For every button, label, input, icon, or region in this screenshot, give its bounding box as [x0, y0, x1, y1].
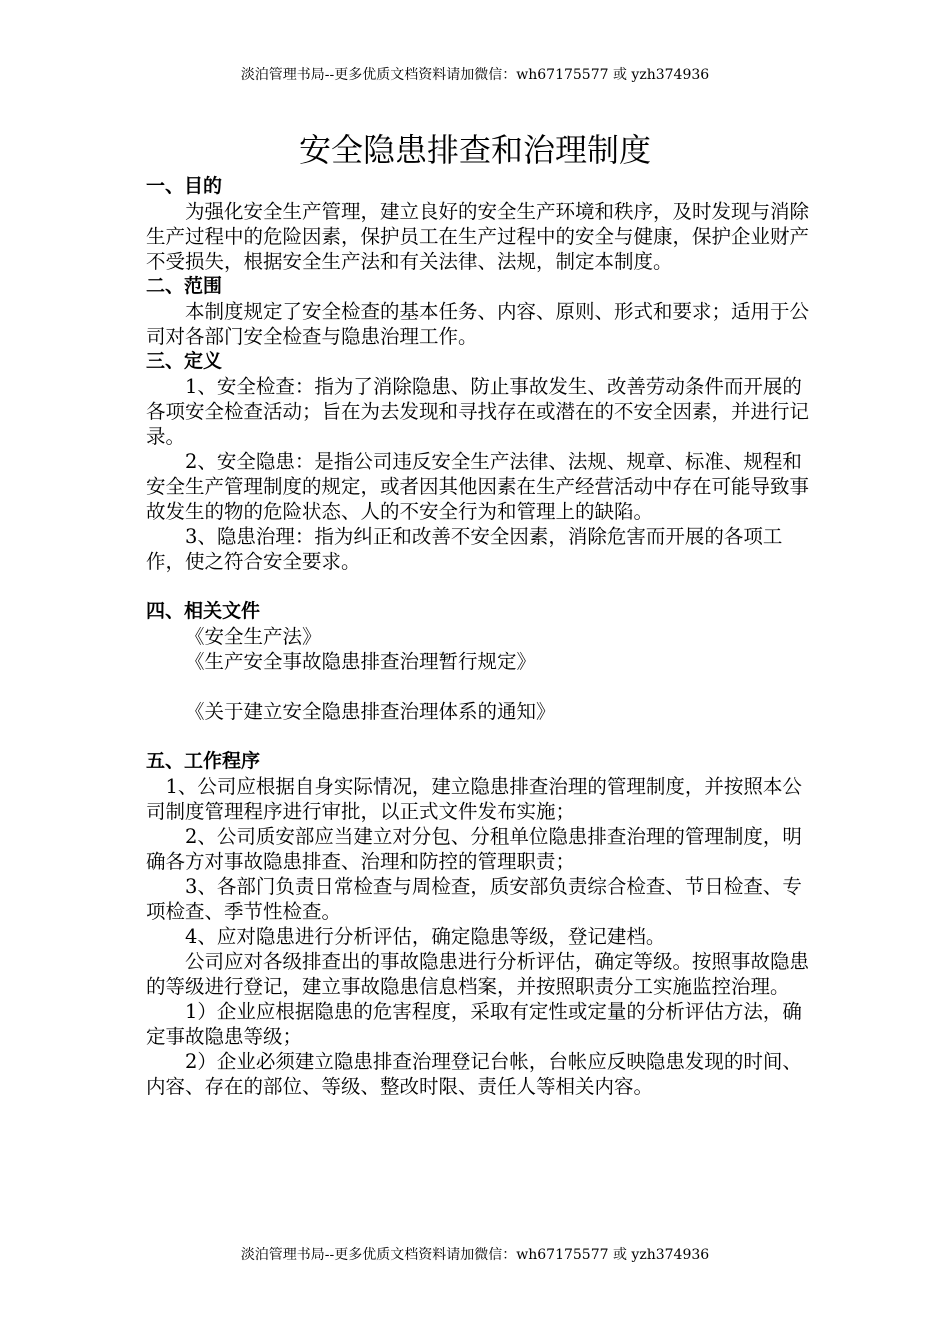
- document-title: 安全隐患排查和治理制度: [298, 131, 651, 169]
- procedure-item: 1、公司应根据自身实际情况，建立隐患排查治理的管理制度，并按照本公司制度管理程序进行审批，以正式文件发布实施；: [146, 775, 802, 823]
- section-heading-procedure: 五、工作程序: [146, 750, 261, 772]
- purpose-paragraph: 为强化安全生产管理，建立良好的安全生产环境和秩序，及时发现与消除生产过程中的危险因素，保护员工在生产过程中的安全与健康，保护企业财产不受损失，根据安全生产法和有关法律、法规，制定本制度。: [146, 200, 810, 273]
- page-header: 淡泊管理书局--更多优质文档资料请加微信：wh67175577 或 yzh374936: [240, 67, 710, 83]
- section-heading-documents: 四、相关文件: [146, 600, 261, 622]
- related-document: 《安全生产法》: [185, 625, 322, 648]
- procedure-item: 2）企业必须建立隐患排查治理登记台帐，台帐应反映隐患发现的时间、内容、存在的部位、等级、整改时限、责任人等相关内容。: [146, 1050, 802, 1098]
- document-body: [146, 174, 816, 1099]
- scope-paragraph: 本制度规定了安全检查的基本任务、内容、原则、形式和要求；适用于公司对各部门安全检查与隐患治理工作。: [146, 300, 810, 348]
- procedure-item: 公司应对各级排查出的事故隐患进行分析评估，确定等级。按照事故隐患的等级进行登记，建立事故隐患信息档案，并按照职责分工实施监控治理。: [146, 950, 810, 998]
- section-heading-scope: 二、范围: [146, 275, 223, 297]
- procedure-item: 2、公司质安部应当建立对分包、分租单位隐患排查治理的管理制度，明确各方对事故隐患排查、治理和防控的管理职责；: [146, 825, 802, 873]
- section-heading-definitions: 三、定义: [146, 350, 223, 372]
- related-document: 《关于建立安全隐患排查治理体系的通知》: [185, 700, 556, 723]
- procedure-item: 1）企业应根据隐患的危害程度，采取有定性或定量的分析评估方法，确定事故隐患等级；: [146, 1000, 802, 1048]
- related-document: 《生产安全事故隐患排查治理暂行规定》: [185, 650, 537, 673]
- definition-item: 2、安全隐患：是指公司违反安全生产法律、法规、规章、标准、规程和安全生产管理制度的规定，或者因其他因素在生产经营活动中存在可能导致事故发生的物的危险状态、人的不安全行为和管理上的缺陷。: [146, 450, 810, 523]
- definition-item: 3、隐患治理：指为纠正和改善不安全因素，消除危害而开展的各项工作，使之符合安全要求。: [146, 525, 783, 573]
- section-heading-purpose: 一、目的: [146, 175, 223, 197]
- page-footer: 淡泊管理书局--更多优质文档资料请加微信：wh67175577 或 yzh374936: [240, 1247, 710, 1263]
- definition-item: 1、安全检查：指为了消除隐患、防止事故发生、改善劳动条件而开展的各项安全检查活动；旨在为去发现和寻找存在或潜在的不安全因素，并进行记录。: [146, 375, 810, 448]
- procedure-item: 3、各部门负责日常检查与周检查，质安部负责综合检查、节日检查、专项检查、季节性检查。: [146, 875, 802, 923]
- procedure-item: 4、应对隐患进行分析评估，确定隐患等级，登记建档。: [185, 925, 666, 948]
